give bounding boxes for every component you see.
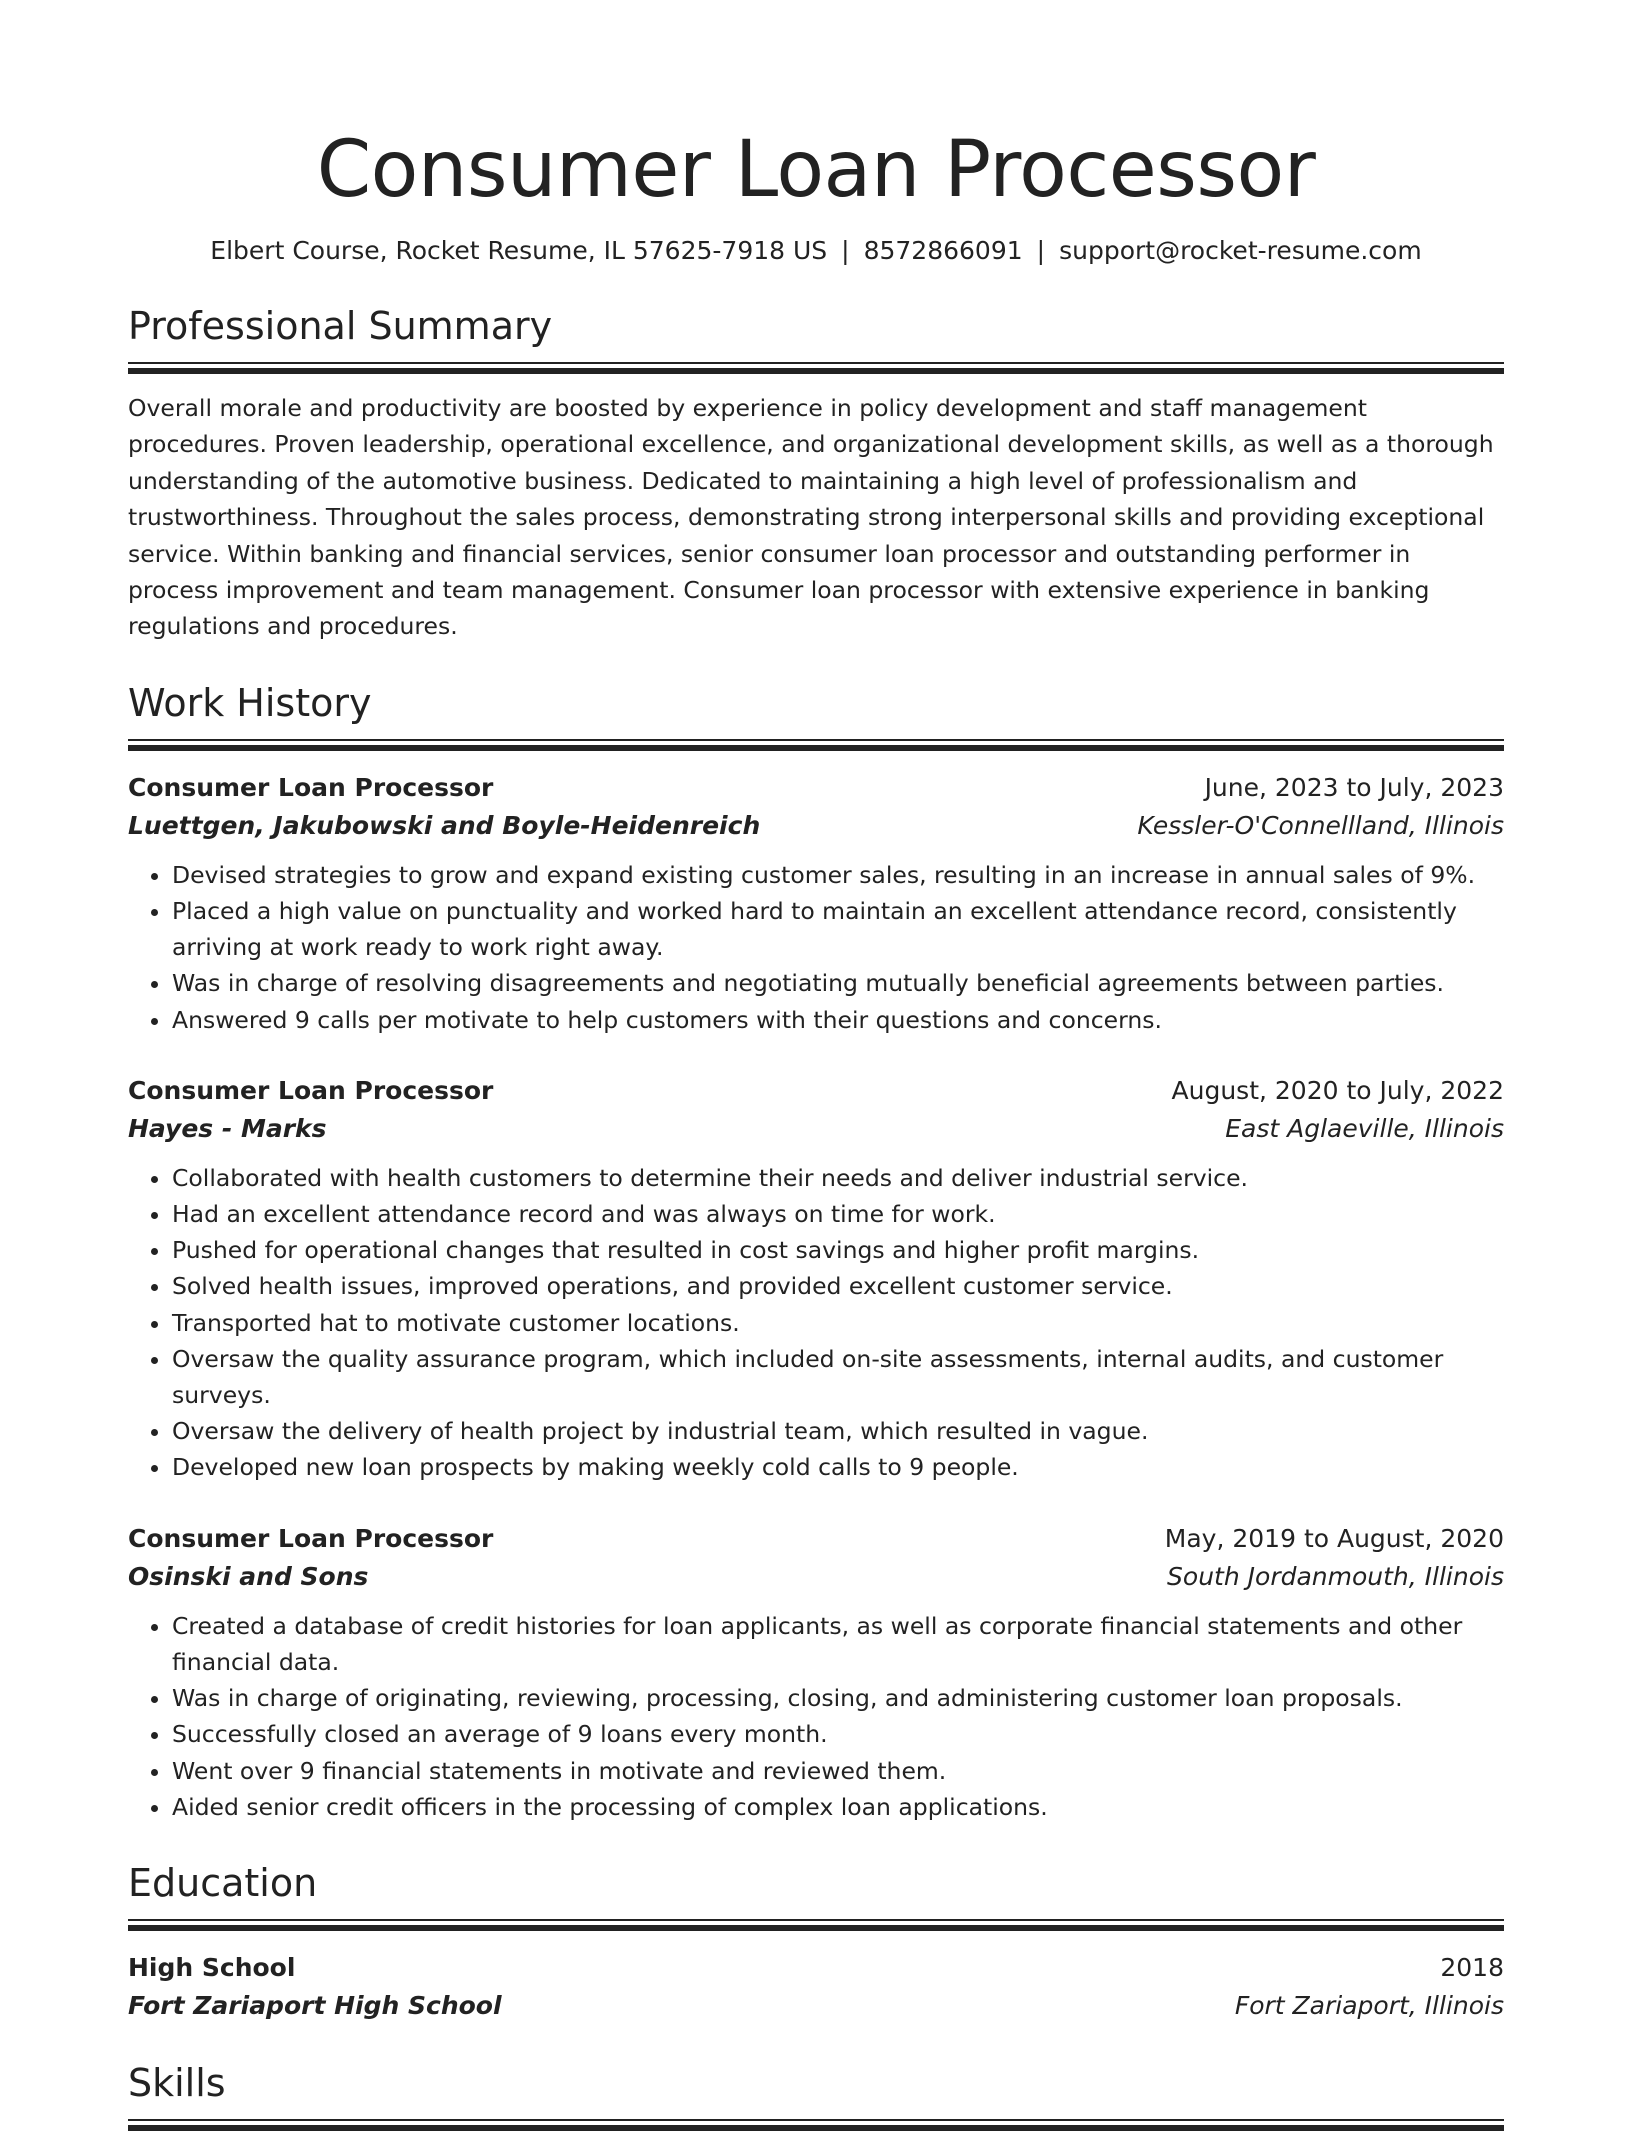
section-title-work-history: Work History xyxy=(128,680,372,725)
job-dates: May, 2019 to August, 2020 xyxy=(1164,1523,1504,1553)
contact-email: support@rocket-resume.com xyxy=(1059,236,1422,265)
summary-text: Overall morale and productivity are boosted by experience in policy development and staff management procedures. Proven leadership, operational excellence, and organizational development skills, as well as a thorough understanding of the automotive business. Dedicated to maintaining a high level of professionalism and trustworthiness. Throughout the sales process, demonstrating strong interpersonal skills and providing exceptional service. Within banking and financial services, senior consumer loan processor and outstanding performer in process improvement and team management. Consumer loan processor with extensive experience in banking regulations and procedures. xyxy=(128,394,1494,641)
skills-section xyxy=(128,2059,1504,2131)
job-location: South Jordanmouth, Illinois xyxy=(1167,1561,1504,1591)
job-bullet: • Was in charge of originating, reviewing, processing, closing, and administering customer loan proposals. xyxy=(172,1680,1504,1716)
job-location: Kessler-O'Connellland, Illinois xyxy=(1137,810,1504,840)
job-bullet-list xyxy=(128,1160,1504,1486)
job-bullet: • Oversaw the delivery of health project by industrial team, which resulted in vague. xyxy=(172,1413,1504,1449)
summary-section xyxy=(128,302,1504,645)
job-company: Osinski and Sons xyxy=(128,1561,369,1591)
education-degree: High School xyxy=(128,1952,296,1982)
section-divider xyxy=(128,2119,1504,2131)
job-bullet: • Developed new loan prospects by making weekly cold calls to 9 people. xyxy=(172,1449,1504,1485)
job-dates: August, 2020 to July, 2022 xyxy=(1171,1075,1504,1105)
education-school: Fort Zariaport High School xyxy=(128,1990,502,2020)
job-bullet: • Was in charge of resolving disagreements and negotiating mutually beneficial agreements between parties. xyxy=(172,965,1504,1001)
contact-phone: 8572866091 xyxy=(863,236,1023,265)
job-bullet: • Had an excellent attendance record and was always on time for work. xyxy=(172,1196,1504,1232)
job-bullet: • Devised strategies to grow and expand existing customer sales, resulting in an increase in annual sales of 9%. xyxy=(172,857,1504,893)
job-bullet: • Created a database of credit histories for loan applicants, as well as corporate financial statements and other financial data. xyxy=(172,1608,1504,1680)
section-title-summary: Professional Summary xyxy=(128,304,553,348)
job-bullet: • Oversaw the quality assurance program, which included on-site assessments, internal audits, and customer surveys. xyxy=(172,1341,1504,1413)
education-section xyxy=(128,1859,1504,2025)
job-bullet-list xyxy=(128,1608,1504,1825)
contact-address: Elbert Course, Rocket Resume, IL 57625-7918 US xyxy=(210,236,828,265)
job-role: Consumer Loan Processor xyxy=(128,1075,494,1105)
work-history-section xyxy=(128,679,1504,1825)
job-bullet-list xyxy=(128,857,1504,1038)
education-entry xyxy=(128,1949,1504,2025)
education-year: 2018 xyxy=(1440,1952,1504,1982)
job-bullet: • Pushed for operational changes that resulted in cost savings and higher profit margins. xyxy=(172,1232,1504,1268)
job-company: Hayes - Marks xyxy=(128,1113,327,1143)
job-bullet: • Successfully closed an average of 9 loans every month. xyxy=(172,1716,1504,1752)
job-entry xyxy=(128,769,1504,1038)
section-title-skills: Skills xyxy=(128,2060,226,2105)
job-bullet: • Went over 9 financial statements in motivate and reviewed them. xyxy=(172,1753,1504,1789)
job-location: East Aglaeville, Illinois xyxy=(1225,1113,1504,1143)
contact-separator: | xyxy=(841,236,850,265)
job-bullet: • Solved health issues, improved operations, and provided excellent customer service. xyxy=(172,1268,1504,1304)
job-company: Luettgen, Jakubowski and Boyle-Heidenreich xyxy=(128,810,761,840)
job-bullet: • Transported hat to motivate customer locations. xyxy=(172,1305,1504,1341)
job-bullet: • Collaborated with health customers to determine their needs and deliver industrial service. xyxy=(172,1160,1504,1196)
section-title-education: Education xyxy=(128,1860,318,1905)
job-role: Consumer Loan Processor xyxy=(128,1523,494,1553)
section-divider xyxy=(128,362,1504,374)
job-entry xyxy=(128,1072,1504,1486)
section-divider xyxy=(128,1919,1504,1931)
job-entry xyxy=(128,1520,1504,1825)
section-divider xyxy=(128,739,1504,751)
job-bullet: • Placed a high value on punctuality and worked hard to maintain an excellent attendance record, consistently arriving at work ready to work right away. xyxy=(172,893,1504,965)
contact-line xyxy=(128,234,1504,268)
job-role: Consumer Loan Processor xyxy=(128,772,494,802)
resume-name-heading: Consumer Loan Processor xyxy=(316,125,1316,215)
job-bullet: • Answered 9 calls per motivate to help customers with their questions and concerns. xyxy=(172,1002,1504,1038)
job-dates: June, 2023 to July, 2023 xyxy=(1204,772,1504,802)
job-bullet: • Aided senior credit officers in the processing of complex loan applications. xyxy=(172,1789,1504,1825)
education-location: Fort Zariaport, Illinois xyxy=(1234,1990,1504,2020)
contact-separator: | xyxy=(1036,236,1046,265)
